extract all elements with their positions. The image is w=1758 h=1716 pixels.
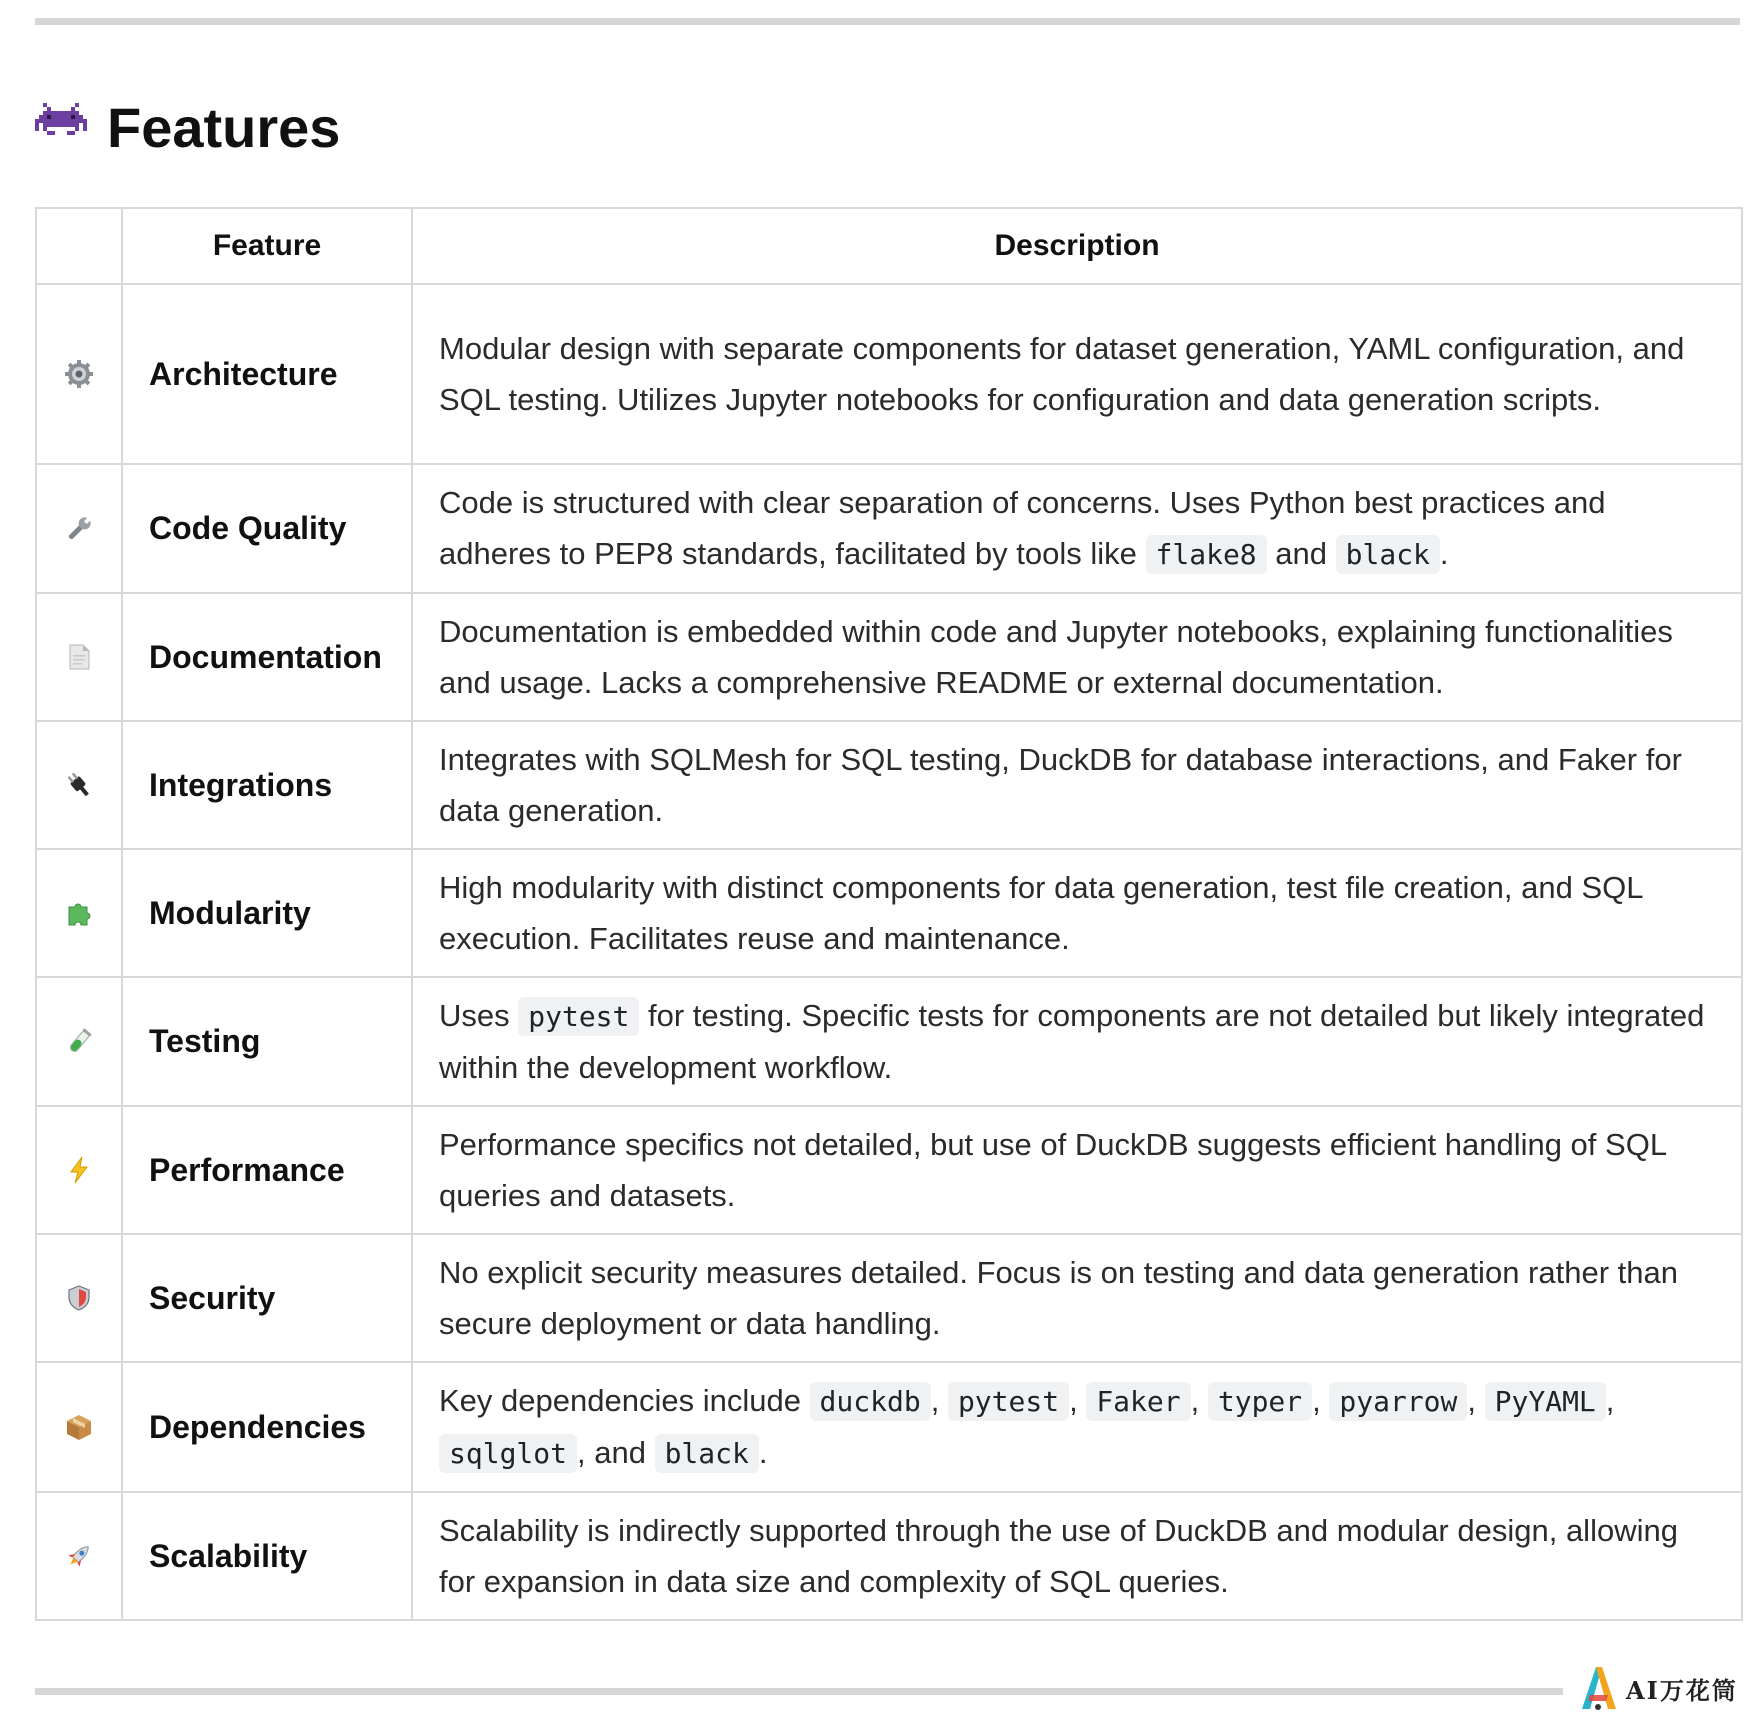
- feature-name: Architecture: [122, 284, 412, 464]
- table-row: [36, 593, 1742, 721]
- feature-name: Code Quality: [122, 464, 412, 593]
- feature-name: Integrations: [122, 721, 412, 849]
- table-row: [36, 849, 1742, 977]
- description-text: Code is structured with clear separation of concerns. Uses Python best practices and adheres to PEP8 standards, facilitated by tools like: [439, 485, 1606, 571]
- description-text: and: [1266, 536, 1336, 571]
- inline-code: PyYAML: [1485, 1382, 1606, 1421]
- top-divider: [35, 18, 1740, 25]
- description-text: .: [758, 1435, 768, 1470]
- lightning-icon: [64, 1161, 94, 1178]
- row-icon-cell: [36, 721, 122, 849]
- description-text: ,: [930, 1383, 948, 1418]
- page-title: Features: [107, 95, 341, 159]
- description-text: High modularity with distinct components for data generation, test file creation, and SQL execution. Facilitates reuse and maintenance.: [439, 870, 1643, 956]
- description-text: Uses: [439, 998, 519, 1033]
- feature-description: [412, 1106, 1742, 1234]
- table-row: [36, 1106, 1742, 1234]
- feature-description: [412, 1362, 1742, 1492]
- feature-name: Dependencies: [122, 1362, 412, 1492]
- watermark: [1578, 1664, 1754, 1712]
- puzzle-piece-icon: [64, 904, 94, 921]
- feature-description: [412, 284, 1742, 464]
- table-row: [36, 977, 1742, 1106]
- table-header-row: [36, 208, 1742, 284]
- inline-code: sqlglot: [439, 1434, 577, 1473]
- header-feature: Feature: [122, 208, 412, 284]
- description-text: for testing. Specific tests for components are not detailed but likely integrated within the development workflow.: [439, 998, 1705, 1085]
- inline-code: Faker: [1086, 1382, 1190, 1421]
- header-description: Description: [412, 208, 1742, 284]
- test-tube-icon: [64, 1033, 94, 1050]
- description-text: No explicit security measures detailed. Focus is on testing and data generation rather than secure deployment or data handling.: [439, 1255, 1678, 1341]
- feature-description: [412, 849, 1742, 977]
- feature-name: Modularity: [122, 849, 412, 977]
- plug-icon: [64, 776, 94, 793]
- inline-code: pytest: [948, 1382, 1069, 1421]
- description-text: ,: [1190, 1383, 1208, 1418]
- row-icon-cell: [36, 977, 122, 1106]
- row-icon-cell: [36, 1362, 122, 1492]
- section-heading: [35, 92, 340, 162]
- package-icon: [64, 1418, 94, 1435]
- row-icon-cell: [36, 593, 122, 721]
- inline-code: black: [655, 1434, 759, 1473]
- description-text: ,: [1069, 1383, 1087, 1418]
- inline-code: duckdb: [810, 1382, 931, 1421]
- table-row: [36, 284, 1742, 464]
- inline-code: pyarrow: [1329, 1382, 1467, 1421]
- description-text: Scalability is indirectly supported through the use of DuckDB and modular design, allowing for expansion in data size and complexity of SQL queries.: [439, 1513, 1678, 1599]
- feature-name: Testing: [122, 977, 412, 1106]
- description-text: ,: [1312, 1383, 1330, 1418]
- feature-name: Documentation: [122, 593, 412, 721]
- watermark-text: AI万花筒: [1626, 1675, 1738, 1705]
- table-row: [36, 721, 1742, 849]
- shield-icon: [64, 1289, 94, 1306]
- feature-description: [412, 464, 1742, 593]
- row-icon-cell: [36, 1106, 122, 1234]
- row-icon-cell: [36, 1234, 122, 1362]
- table-row: [36, 1492, 1742, 1620]
- description-text: ,: [1605, 1383, 1615, 1418]
- table-row: [36, 464, 1742, 593]
- description-text: .: [1439, 536, 1449, 571]
- description-text: Integrates with SQLMesh for SQL testing, DuckDB for database interactions, and Faker for data generation.: [439, 742, 1682, 828]
- feature-name: Scalability: [122, 1492, 412, 1620]
- page-icon: [64, 648, 94, 665]
- gear-icon: [64, 365, 94, 382]
- alien-monster-icon: [35, 103, 87, 151]
- description-text: Documentation is embedded within code and Jupyter notebooks, explaining functionalities and usage. Lacks a comprehensive README or external documentation.: [439, 614, 1673, 700]
- feature-description: [412, 977, 1742, 1106]
- feature-description: [412, 721, 1742, 849]
- wrench-icon: [64, 520, 94, 537]
- rocket-icon: [64, 1547, 94, 1564]
- description-text: Performance specifics not detailed, but use of DuckDB suggests efficient handling of SQL queries and datasets.: [439, 1127, 1666, 1213]
- feature-description: [412, 1234, 1742, 1362]
- description-text: Key dependencies include: [439, 1383, 810, 1418]
- row-icon-cell: [36, 1492, 122, 1620]
- feature-name: Security: [122, 1234, 412, 1362]
- row-icon-cell: [36, 849, 122, 977]
- row-icon-cell: [36, 284, 122, 464]
- description-text: ,: [1467, 1383, 1485, 1418]
- description-text: , and: [577, 1435, 655, 1470]
- inline-code: pytest: [518, 997, 639, 1036]
- table-row: [36, 1234, 1742, 1362]
- inline-code: black: [1336, 535, 1440, 574]
- colorful-a-logo-icon: [1578, 1665, 1622, 1711]
- table-row: [36, 1362, 1742, 1492]
- description-text: Modular design with separate components for dataset generation, YAML configuration, and SQL testing. Utilizes Jupyter notebooks for configuration and data generation scripts.: [439, 331, 1685, 417]
- feature-name: Performance: [122, 1106, 412, 1234]
- row-icon-cell: [36, 464, 122, 593]
- inline-code: flake8: [1146, 535, 1267, 574]
- inline-code: typer: [1208, 1382, 1312, 1421]
- feature-description: [412, 1492, 1742, 1620]
- header-icon: [36, 208, 122, 284]
- feature-description: [412, 593, 1742, 721]
- bottom-divider: [35, 1688, 1563, 1695]
- features-table: [35, 207, 1743, 1621]
